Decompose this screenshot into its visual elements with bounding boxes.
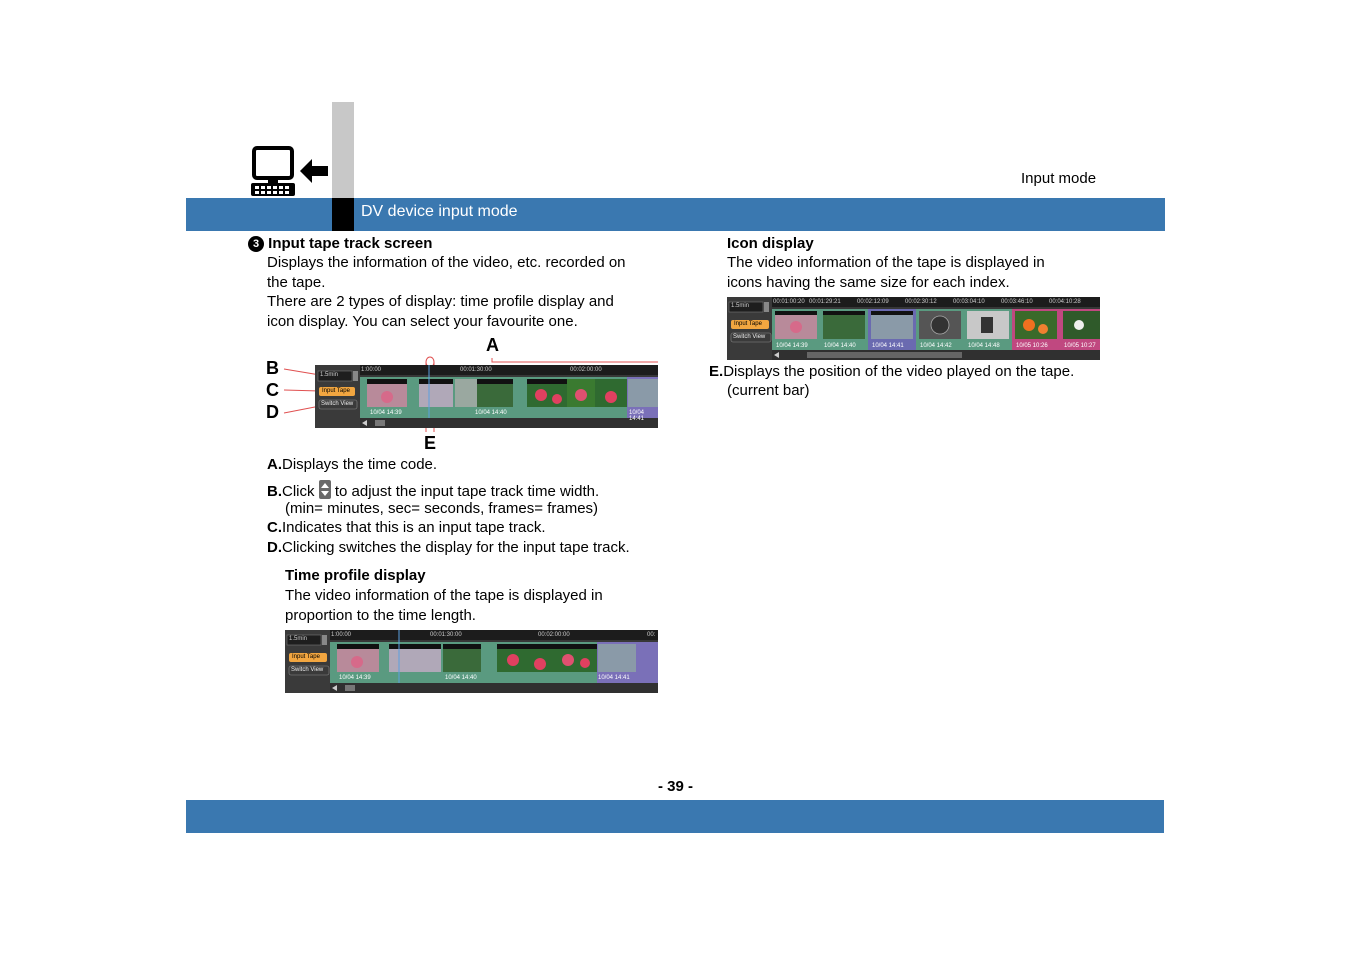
screen-input-tape-button: Input Tape: [322, 388, 350, 394]
screen-date: 10/05 10:27: [1064, 343, 1096, 349]
intro-paragraph: [267, 253, 667, 331]
screen-date: 10/05 10:26: [1016, 343, 1048, 349]
item-d: [267, 538, 630, 558]
screen-date: 10/04 14:40: [824, 343, 856, 349]
item-text: Displays the time code.: [282, 456, 438, 473]
screen-zoom-field: 1.5min: [731, 303, 750, 309]
item-e: [709, 362, 1074, 382]
item-text: Displays the position of the video played on the tape.: [723, 363, 1075, 380]
step-heading: [248, 234, 432, 254]
callout-e: E: [424, 433, 437, 453]
icon-display-heading: Icon display: [727, 235, 814, 252]
intro-line: icon display. You can select your favourite one.: [267, 312, 578, 330]
screen-timecode: 00:01:00:20: [773, 299, 805, 305]
item-text: to adjust the input tape track time width.: [334, 483, 600, 500]
screen-date: 10/04 14:40: [445, 675, 477, 681]
time-profile-line: proportion to the time length.: [285, 606, 476, 624]
icon-display-paragraph: [727, 253, 1045, 292]
screen-timecode: 00:02:30:12: [905, 299, 937, 305]
page-number: - 39 -: [657, 778, 693, 795]
screen-timecode: 00:02:12:09: [857, 299, 889, 305]
screen-input-tape-button: Input Tape: [734, 321, 762, 327]
intro-line: There are 2 types of display: time profile display and: [267, 293, 614, 310]
mode-label: Input mode: [1021, 170, 1097, 187]
item-c: [267, 518, 545, 538]
screen-timecode: 00:03:04:10: [953, 299, 985, 305]
computer-input-icon: [250, 146, 330, 198]
icon-display-line: The video information of the tape is displayed in: [727, 254, 1045, 271]
screen-date: 10/04 14:40: [475, 410, 507, 416]
time-profile-paragraph: [285, 586, 603, 625]
item-text: Indicates that this is an input tape track.: [282, 519, 546, 536]
callout-b: B: [266, 358, 279, 378]
item-text: Clicking switches the display for the input tape track.: [282, 539, 630, 556]
section-title: DV device input mode: [361, 203, 518, 220]
screen-timecode: 00:01:30:00: [460, 367, 492, 373]
screen-timecode: 00:03:46:10: [1001, 299, 1033, 305]
intro-line: Displays the information of the video, etc. recorded on: [267, 254, 626, 271]
time-profile-screenshot: [285, 630, 658, 693]
item-letter: C.: [267, 519, 282, 536]
header-accent-bar: [332, 102, 354, 198]
callout-a: A: [486, 335, 499, 355]
screen-timecode: 00:04:10:28: [1049, 299, 1081, 305]
item-b-line2: (min= minutes, sec= seconds, frames= frames): [285, 500, 599, 517]
step-number-badge: 3: [248, 236, 264, 252]
screen-timecode: 1:00:00: [361, 367, 382, 373]
icon-display-screenshot: [727, 297, 1100, 360]
step-heading-text: Input tape track screen: [268, 235, 433, 252]
screen-switch-view-button: Switch View: [733, 334, 766, 340]
screen-zoom-field: 1.5min: [320, 372, 339, 378]
screen-date: 10/04 14:41: [598, 675, 630, 681]
input-tape-track-screenshot: [315, 365, 658, 428]
screen-zoom-field: 1.5min: [289, 636, 308, 642]
time-profile-line: The video information of the tape is displayed in: [285, 587, 603, 604]
item-text: Click: [282, 483, 315, 500]
footer-band: [186, 800, 1164, 833]
screen-timecode: 00:01:30:00: [430, 632, 462, 638]
screen-timecode: 1:00:00: [331, 632, 352, 638]
screen-switch-view-button: Switch View: [291, 667, 324, 673]
screen-timecode: 00:02:00:00: [538, 632, 570, 638]
screen-date: 10/04 14:39: [370, 410, 402, 416]
screen-date: 10/04 14:42: [920, 343, 952, 349]
screen-date: 10/04 14:39: [776, 343, 808, 349]
screen-date: 10/04 14:41: [629, 410, 645, 422]
icon-display-line: icons having the same size for each index.: [727, 273, 1010, 291]
callout-d: D: [266, 402, 279, 422]
screen-switch-view-button: Switch View: [321, 401, 354, 407]
item-letter: E.: [709, 363, 724, 380]
item-letter: A.: [267, 456, 282, 473]
screen-timecode: 00:: [647, 632, 656, 638]
item-letter: B.: [267, 483, 282, 500]
screen-timecode: 00:01:29:21: [809, 299, 841, 305]
item-letter: D.: [267, 539, 282, 556]
time-profile-heading: Time profile display: [285, 567, 426, 584]
screen-date: 10/04 14:48: [968, 343, 1000, 349]
screen-input-tape-button: Input Tape: [292, 654, 320, 660]
screen-timecode: 00:02:00:00: [570, 367, 602, 373]
item-a: [267, 455, 437, 475]
intro-line: the tape.: [267, 273, 326, 291]
header-black-bar: [332, 198, 354, 231]
callout-c: C: [266, 380, 279, 400]
time-width-stepper-icon: [319, 480, 331, 499]
screen-date: 10/04 14:39: [339, 675, 371, 681]
item-e-line2: (current bar): [727, 382, 810, 399]
screen-date: 10/04 14:41: [872, 343, 904, 349]
